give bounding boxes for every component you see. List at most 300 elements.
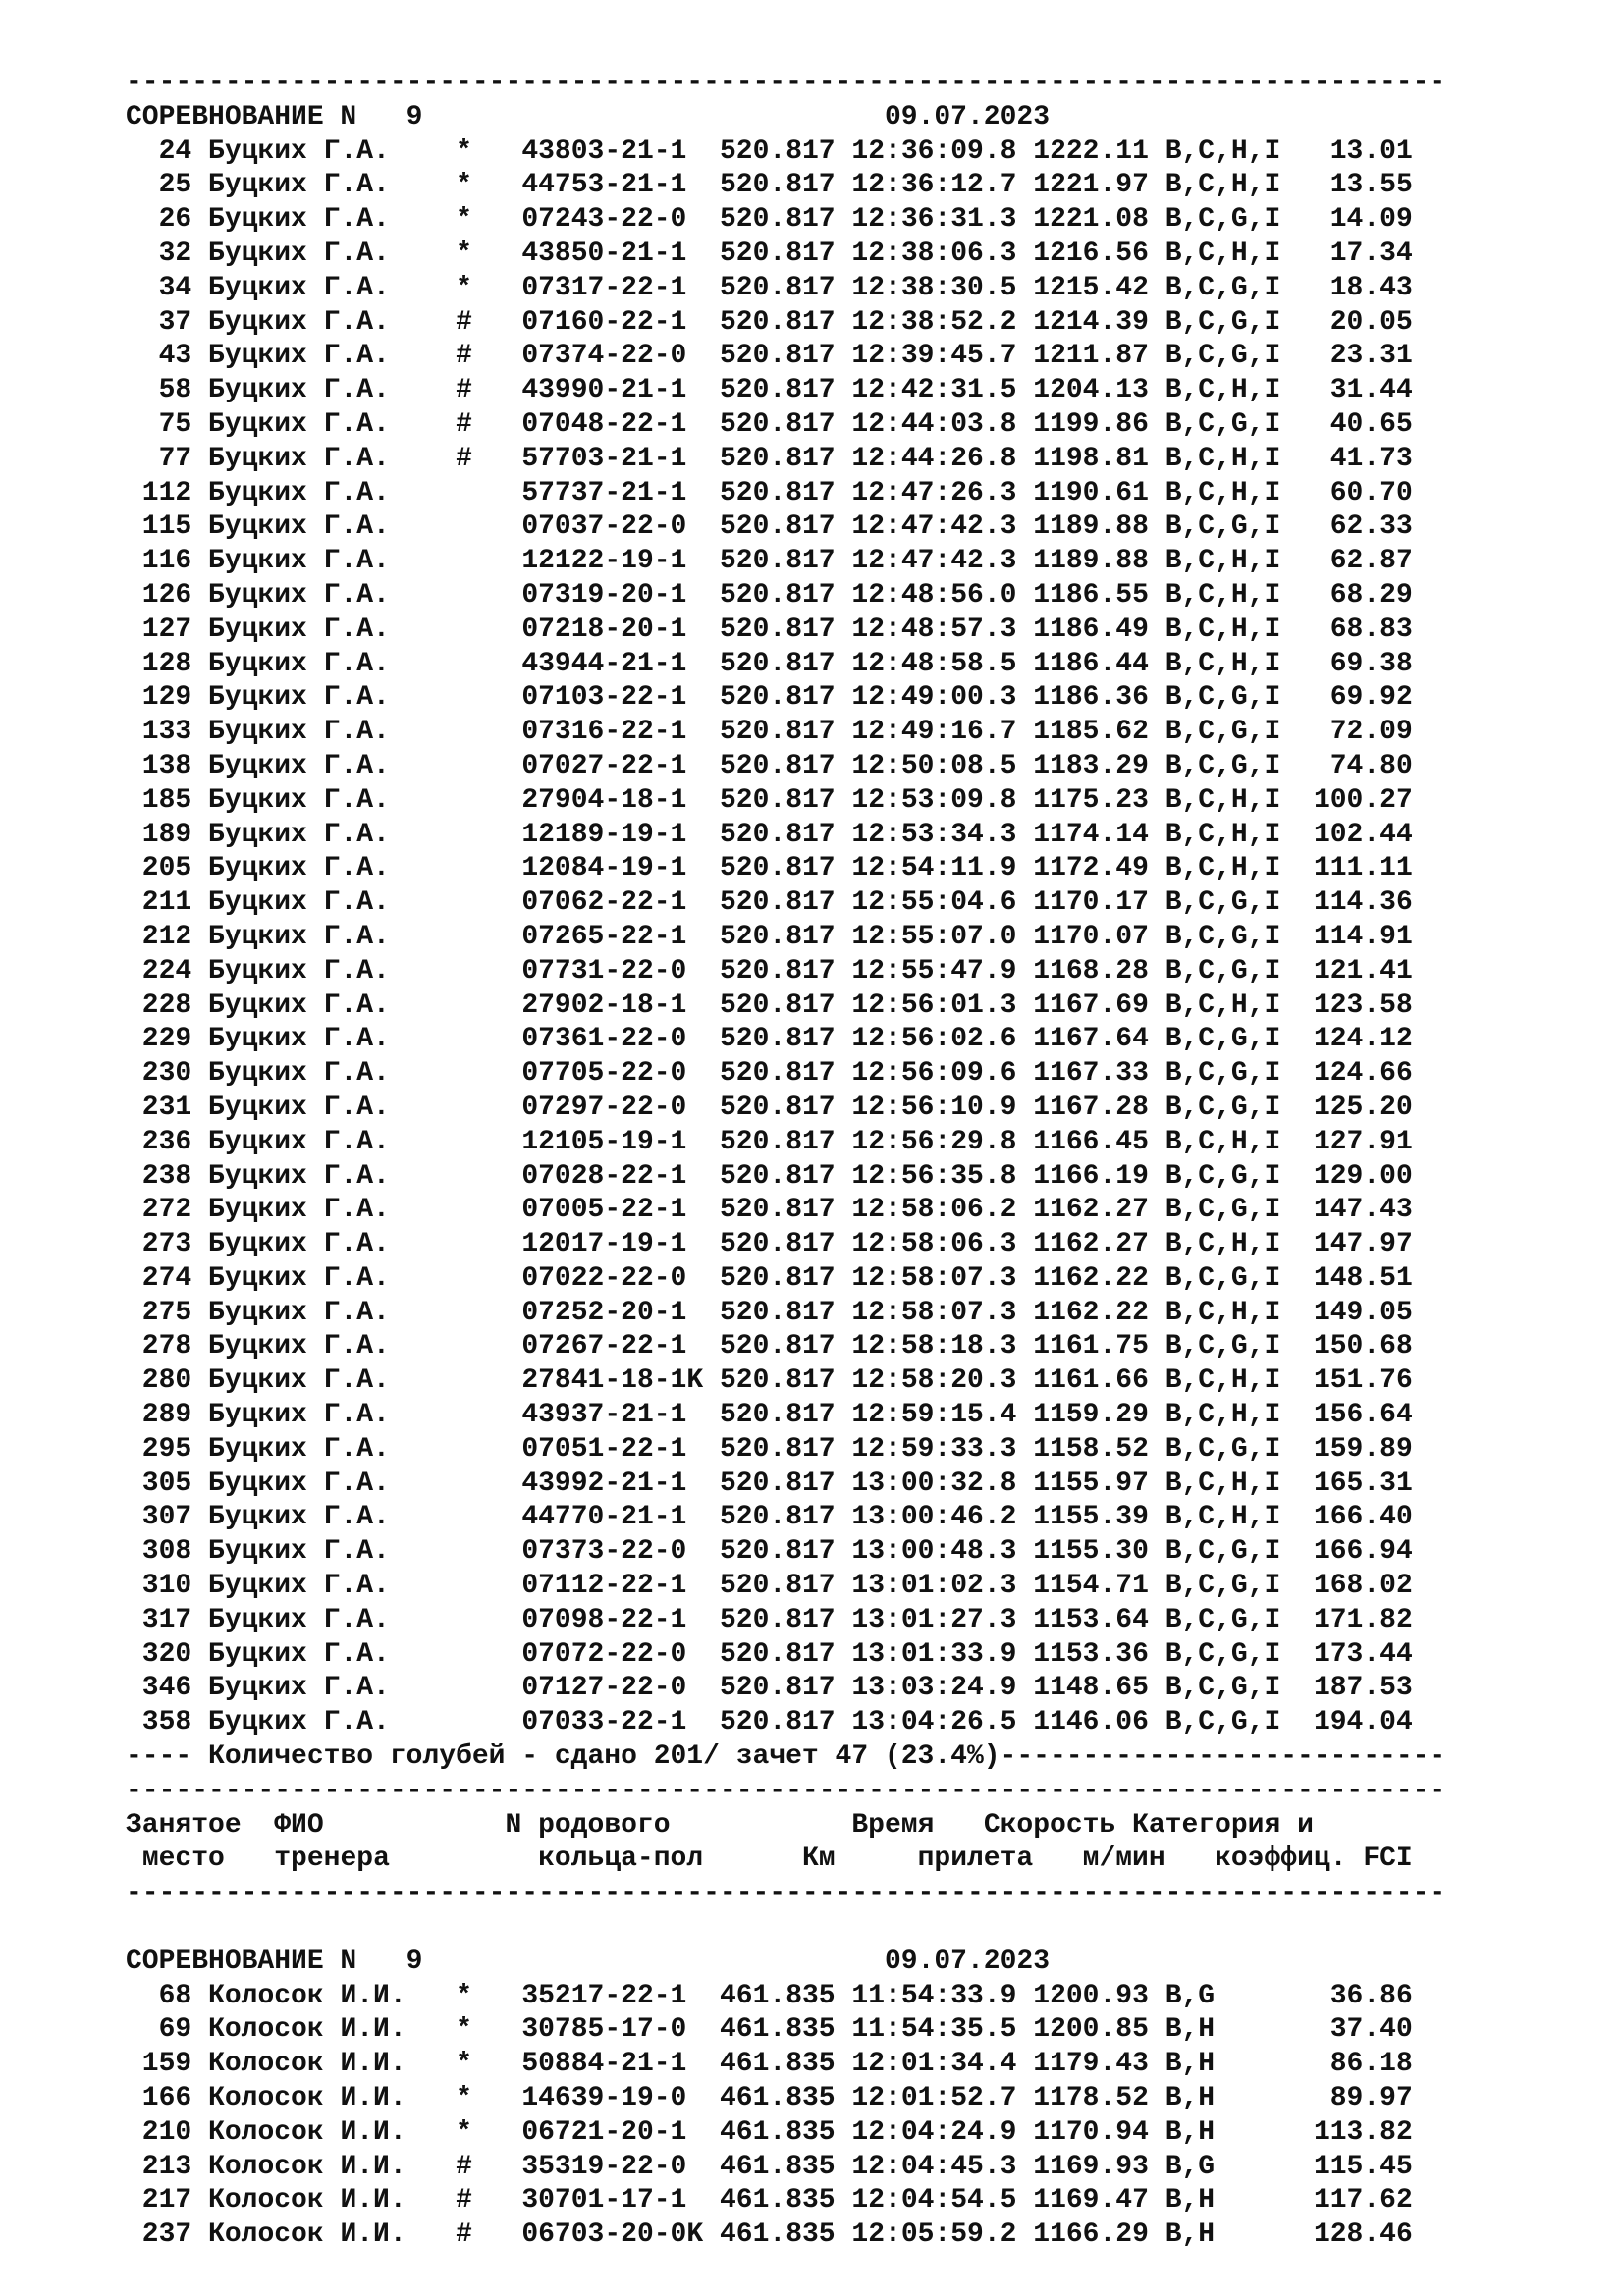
place: 127 (126, 614, 192, 645)
coefficient: 147.43 (1297, 1195, 1413, 1226)
result-row (126, 1980, 1445, 2014)
ring-number: 12017-19-1 (521, 1229, 704, 1260)
category: B,C,G,I (1164, 1058, 1281, 1090)
speed: 1221.97 (1033, 170, 1149, 201)
fancier-name: Буцких Г.А. (208, 989, 440, 1021)
result-row (126, 852, 1445, 886)
ring-number: 35319-22-0 (521, 2151, 704, 2182)
ring-number: 07316-22-1 (521, 717, 704, 748)
fancier-name: Буцких Г.А. (208, 272, 440, 303)
fancier-name: Буцких Г.А. (208, 614, 440, 645)
arrival-time: 12:53:09.8 (851, 784, 1017, 816)
result-row (126, 374, 1445, 408)
place: 159 (126, 2049, 192, 2080)
ring-number: 14639-19-0 (521, 2083, 704, 2114)
place: 26 (126, 204, 192, 236)
result-row (126, 2013, 1445, 2048)
speed: 1190.61 (1033, 477, 1149, 508)
speed: 1186.55 (1033, 579, 1149, 611)
category: B,C,H,I (1164, 546, 1281, 577)
fancier-name: Буцких Г.А. (208, 955, 440, 987)
distance-km: 520.817 (719, 1229, 836, 1260)
mark (456, 682, 472, 713)
category: B,C,H,I (1164, 1468, 1281, 1499)
speed: 1154.71 (1033, 1571, 1149, 1602)
fancier-name: Буцких Г.А. (208, 1058, 440, 1090)
distance-km: 461.835 (719, 2185, 836, 2216)
place: 133 (126, 717, 192, 748)
result-row (126, 2116, 1445, 2151)
category: B,C,H,I (1164, 1126, 1281, 1157)
arrival-time: 12:36:09.8 (851, 135, 1017, 167)
category: B,C,G,I (1164, 1262, 1281, 1294)
place: 205 (126, 853, 192, 884)
mark (456, 1093, 472, 1123)
coefficient: 102.44 (1297, 819, 1413, 850)
distance-km: 520.817 (719, 477, 836, 508)
place: 211 (126, 887, 192, 919)
arrival-time: 12:56:29.8 (851, 1126, 1017, 1157)
speed: 1155.97 (1033, 1468, 1149, 1499)
category: B,C,H,I (1164, 443, 1281, 474)
result-row (126, 545, 1445, 579)
place: 238 (126, 1160, 192, 1192)
column-header-line-2 (126, 1842, 1445, 1877)
category: B,C,G,I (1164, 1707, 1281, 1738)
coefficient: 115.45 (1297, 2151, 1413, 2182)
mark (456, 1024, 472, 1054)
distance-km: 520.817 (719, 204, 836, 236)
arrival-time: 13:00:46.2 (851, 1502, 1017, 1533)
ring-number: 07317-22-1 (521, 272, 704, 303)
speed: 1186.44 (1033, 648, 1149, 679)
ring-number: 07103-22-1 (521, 682, 704, 714)
fancier-name: Буцких Г.А. (208, 921, 440, 952)
arrival-time: 12:56:02.6 (851, 1024, 1017, 1055)
ring-number: 07160-22-1 (521, 306, 704, 338)
distance-km: 520.817 (719, 717, 836, 748)
place: 213 (126, 2151, 192, 2182)
arrival-time: 13:03:24.9 (851, 1673, 1017, 1704)
distance-km: 520.817 (719, 408, 836, 440)
distance-km: 461.835 (719, 2219, 836, 2251)
mark (456, 546, 472, 576)
distance-km: 520.817 (719, 272, 836, 303)
ring-number: 07112-22-1 (521, 1571, 704, 1602)
place: 34 (126, 272, 192, 303)
place: 295 (126, 1433, 192, 1465)
mark (456, 1536, 472, 1567)
distance-km: 461.835 (719, 2083, 836, 2114)
speed: 1216.56 (1033, 238, 1149, 269)
distance-km: 520.817 (719, 648, 836, 679)
arrival-time: 13:00:48.3 (851, 1536, 1017, 1568)
result-row (126, 477, 1445, 511)
category: B,C,G,I (1164, 921, 1281, 952)
mark: # (456, 341, 472, 372)
fancier-name: Буцких Г.А. (208, 1365, 440, 1397)
coefficient: 23.31 (1297, 341, 1413, 372)
coefficient: 40.65 (1297, 408, 1413, 440)
distance-km: 461.835 (719, 2151, 836, 2182)
fancier-name: Буцких Г.А. (208, 1400, 440, 1431)
result-row (126, 1057, 1445, 1092)
ring-number: 07252-20-1 (521, 1297, 704, 1328)
result-row (126, 1262, 1445, 1297)
arrival-time: 12:44:03.8 (851, 408, 1017, 440)
rule-text: -------------------------------------------------------------------------------- (126, 1775, 1446, 1806)
blank-line (126, 1911, 1445, 1946)
mark: * (456, 2049, 472, 2080)
result-row (126, 1297, 1445, 1331)
result-row (126, 1468, 1445, 1502)
ring-number: 07297-22-0 (521, 1092, 704, 1123)
mark (456, 1195, 472, 1225)
competition-header (126, 101, 1445, 135)
fancier-name: Буцких Г.А. (208, 341, 440, 372)
category: B,C,G,I (1164, 1604, 1281, 1635)
mark (456, 511, 472, 542)
fancier-name: Колосок И.И. (208, 2014, 440, 2046)
category: B,C,G,I (1164, 1024, 1281, 1055)
category: B,C,G,I (1164, 717, 1281, 748)
mark (456, 1229, 472, 1259)
result-row (126, 1706, 1445, 1740)
speed: 1148.65 (1033, 1673, 1149, 1704)
mark (456, 1331, 472, 1362)
coefficient: 113.82 (1297, 2116, 1413, 2148)
coefficient: 41.73 (1297, 443, 1413, 474)
coefficient: 166.94 (1297, 1536, 1413, 1568)
ring-number: 07027-22-1 (521, 750, 704, 781)
arrival-time: 12:59:33.3 (851, 1433, 1017, 1465)
competition-date: 09.07.2023 (884, 1946, 1050, 1977)
fancier-name: Колосок И.И. (208, 2151, 440, 2182)
distance-km: 461.835 (719, 1980, 836, 2011)
distance-km: 520.817 (719, 1536, 836, 1568)
category: B,H (1164, 2049, 1281, 2080)
result-row (126, 2151, 1445, 2185)
place: 272 (126, 1195, 192, 1226)
arrival-time: 12:56:10.9 (851, 1092, 1017, 1123)
ring-number: 06721-20-1 (521, 2116, 704, 2148)
speed: 1153.64 (1033, 1604, 1149, 1635)
fancier-name: Буцких Г.А. (208, 1536, 440, 1568)
fancier-name: Буцких Г.А. (208, 1331, 440, 1362)
coefficient: 69.38 (1297, 648, 1413, 679)
category: B,C,G,I (1164, 272, 1281, 303)
fancier-name: Колосок И.И. (208, 2116, 440, 2148)
category: B,C,H,I (1164, 1297, 1281, 1328)
place: 230 (126, 1058, 192, 1090)
result-row (126, 989, 1445, 1024)
ring-number: 27904-18-1 (521, 784, 704, 816)
col-speed: Скорость (983, 1809, 1116, 1841)
arrival-time: 12:47:26.3 (851, 477, 1017, 508)
fancier-name: Буцких Г.А. (208, 511, 440, 543)
result-row (126, 169, 1445, 203)
distance-km: 520.817 (719, 1058, 836, 1090)
category: B,C,G,I (1164, 1195, 1281, 1226)
distance-km: 520.817 (719, 1195, 836, 1226)
fancier-name: Буцких Г.А. (208, 170, 440, 201)
speed: 1155.30 (1033, 1536, 1149, 1568)
category: B,C,H,I (1164, 853, 1281, 884)
mark (456, 1161, 472, 1192)
category: B,H (1164, 2014, 1281, 2046)
ring-number: 12105-19-1 (521, 1126, 704, 1157)
speed: 1189.88 (1033, 511, 1149, 543)
distance-km: 520.817 (719, 819, 836, 850)
category: B,H (1164, 2116, 1281, 2148)
col-speed-2: м/мин (1082, 1843, 1165, 1875)
fancier-name: Буцких Г.А. (208, 648, 440, 679)
distance-km: 520.817 (719, 921, 836, 952)
coefficient: 20.05 (1297, 306, 1413, 338)
fancier-name: Буцких Г.А. (208, 1604, 440, 1635)
speed: 1185.62 (1033, 717, 1149, 748)
ring-number: 43803-21-1 (521, 135, 704, 167)
mark (456, 1707, 472, 1737)
coefficient: 89.97 (1297, 2083, 1413, 2114)
fancier-name: Буцких Г.А. (208, 1297, 440, 1328)
distance-km: 520.817 (719, 341, 836, 372)
place: 346 (126, 1673, 192, 1704)
coefficient: 72.09 (1297, 717, 1413, 748)
ring-number: 07098-22-1 (521, 1604, 704, 1635)
coefficient: 129.00 (1297, 1160, 1413, 1192)
competition-label: СОРЕВНОВАНИЕ N (126, 101, 357, 133)
place: 126 (126, 579, 192, 611)
place: 32 (126, 238, 192, 269)
fancier-name: Буцких Г.А. (208, 477, 440, 508)
result-row (126, 1330, 1445, 1364)
result-row (126, 1535, 1445, 1570)
fancier-name: Буцких Г.А. (208, 1433, 440, 1465)
coefficient: 37.40 (1297, 2014, 1413, 2046)
speed: 1174.14 (1033, 819, 1149, 850)
arrival-time: 12:38:52.2 (851, 306, 1017, 338)
coefficient: 62.87 (1297, 546, 1413, 577)
coefficient: 166.40 (1297, 1502, 1413, 1533)
speed: 1179.43 (1033, 2049, 1149, 2080)
place: 358 (126, 1707, 192, 1738)
mark (456, 1058, 472, 1089)
fancier-name: Буцких Г.А. (208, 204, 440, 236)
arrival-time: 12:58:07.3 (851, 1297, 1017, 1328)
mark (456, 1605, 472, 1635)
coefficient: 68.83 (1297, 614, 1413, 645)
result-row (126, 238, 1445, 272)
arrival-time: 12:44:26.8 (851, 443, 1017, 474)
ring-number: 50884-21-1 (521, 2049, 704, 2080)
ring-number: 07731-22-0 (521, 955, 704, 987)
fancier-name: Буцких Г.А. (208, 717, 440, 748)
rule-text: -------------------------------------------------------------------------------- (126, 68, 1446, 98)
category: B,G (1164, 1980, 1281, 2011)
arrival-time: 13:01:27.3 (851, 1604, 1017, 1635)
category: B,C,H,I (1164, 1365, 1281, 1397)
coefficient: 194.04 (1297, 1707, 1413, 1738)
arrival-time: 12:48:56.0 (851, 579, 1017, 611)
place: 37 (126, 306, 192, 338)
ring-number: 07048-22-1 (521, 408, 704, 440)
fancier-name: Буцких Г.А. (208, 819, 440, 850)
category: B,C,H,I (1164, 477, 1281, 508)
place: 236 (126, 1126, 192, 1157)
place: 237 (126, 2219, 192, 2251)
arrival-time: 12:50:08.5 (851, 750, 1017, 781)
distance-km: 520.817 (719, 135, 836, 167)
coefficient: 124.66 (1297, 1058, 1413, 1090)
result-row (126, 955, 1445, 989)
distance-km: 520.817 (719, 989, 836, 1021)
speed: 1167.69 (1033, 989, 1149, 1021)
ring-number: 30785-17-0 (521, 2014, 704, 2046)
category: B,C,G,I (1164, 204, 1281, 236)
distance-km: 520.817 (719, 1331, 836, 1362)
fancier-name: Колосок И.И. (208, 2219, 440, 2251)
speed: 1221.08 (1033, 204, 1149, 236)
arrival-time: 12:58:06.2 (851, 1195, 1017, 1226)
col-category-2: коэффиц. (1215, 1843, 1347, 1875)
coefficient: 14.09 (1297, 204, 1413, 236)
distance-km: 520.817 (719, 1571, 836, 1602)
place: 305 (126, 1468, 192, 1499)
distance-km: 520.817 (719, 1502, 836, 1533)
mark (456, 1127, 472, 1157)
speed: 1161.66 (1033, 1365, 1149, 1397)
category: B,C,G,I (1164, 887, 1281, 919)
mark (456, 922, 472, 952)
coefficient: 111.11 (1297, 853, 1413, 884)
mark (456, 956, 472, 987)
coefficient: 69.92 (1297, 682, 1413, 714)
fancier-name: Колосок И.И. (208, 2049, 440, 2080)
speed: 1167.33 (1033, 1058, 1149, 1090)
result-row (126, 203, 1445, 238)
coefficient: 62.33 (1297, 511, 1413, 543)
distance-km: 520.817 (719, 784, 836, 816)
speed: 1162.27 (1033, 1195, 1149, 1226)
result-row (126, 1364, 1445, 1399)
ring-number: 07062-22-1 (521, 887, 704, 919)
arrival-time: 13:01:33.9 (851, 1638, 1017, 1670)
speed: 1222.11 (1033, 135, 1149, 167)
result-row (126, 648, 1445, 682)
arrival-time: 12:36:31.3 (851, 204, 1017, 236)
category: B,C,G,I (1164, 511, 1281, 543)
arrival-time: 12:55:07.0 (851, 921, 1017, 952)
arrival-time: 12:04:54.5 (851, 2185, 1017, 2216)
category: B,C,G,I (1164, 1673, 1281, 1704)
category: B,C,G,I (1164, 306, 1281, 338)
speed: 1166.19 (1033, 1160, 1149, 1192)
ring-number: 07374-22-0 (521, 341, 704, 372)
summary-line: ---- Количество голубей - сдано 201/ зачет 47 (23.4%)--------------------------- (126, 1741, 1446, 1773)
speed: 1178.52 (1033, 2083, 1149, 2114)
competition-number: 9 (406, 101, 423, 133)
category: B,C,H,I (1164, 614, 1281, 645)
category: B,C,H,I (1164, 375, 1281, 406)
ring-number: 07028-22-1 (521, 1160, 704, 1192)
ring-number: 07243-22-0 (521, 204, 704, 236)
fancier-name: Буцких Г.А. (208, 682, 440, 714)
ring-number: 35217-22-1 (521, 1980, 704, 2011)
place: 308 (126, 1536, 192, 1568)
col-name: ФИО (274, 1809, 324, 1841)
place: 310 (126, 1571, 192, 1602)
fancier-name: Колосок И.И. (208, 2185, 440, 2216)
ring-number: 43990-21-1 (521, 375, 704, 406)
speed: 1170.17 (1033, 887, 1149, 919)
speed: 1146.06 (1033, 1707, 1149, 1738)
speed: 1215.42 (1033, 272, 1149, 303)
result-row (126, 579, 1445, 614)
separator-rule (126, 1775, 1445, 1809)
mark: # (456, 408, 472, 440)
category: B,C,H,I (1164, 989, 1281, 1021)
mark: * (456, 170, 472, 201)
separator-rule (126, 67, 1445, 101)
category: B,C,H,I (1164, 1229, 1281, 1260)
speed: 1214.39 (1033, 306, 1149, 338)
ring-number: 07127-22-0 (521, 1673, 704, 1704)
category: B,C,G,I (1164, 1536, 1281, 1568)
mark: # (456, 2185, 472, 2216)
place: 68 (126, 1980, 192, 2011)
result-row (126, 784, 1445, 819)
distance-km: 520.817 (719, 170, 836, 201)
arrival-time: 12:01:34.4 (851, 2049, 1017, 2080)
category: B,C,G,I (1164, 1571, 1281, 1602)
result-row (126, 2184, 1445, 2218)
competition-label: СОРЕВНОВАНИЕ N (126, 1946, 357, 1977)
result-row (126, 408, 1445, 443)
arrival-time: 12:47:42.3 (851, 546, 1017, 577)
result-row (126, 272, 1445, 306)
speed: 1169.93 (1033, 2151, 1149, 2182)
distance-km: 520.817 (719, 1126, 836, 1157)
category: B,C,G,I (1164, 408, 1281, 440)
mark: # (456, 2219, 472, 2251)
fancier-name: Буцких Г.А. (208, 238, 440, 269)
ring-number: 07361-22-0 (521, 1024, 704, 1055)
arrival-time: 12:01:52.7 (851, 2083, 1017, 2114)
arrival-time: 12:48:58.5 (851, 648, 1017, 679)
fancier-name: Буцких Г.А. (208, 750, 440, 781)
coefficient: 60.70 (1297, 477, 1413, 508)
fancier-name: Буцких Г.А. (208, 784, 440, 816)
mark: # (456, 2151, 472, 2182)
distance-km: 520.817 (719, 375, 836, 406)
category: B,C,H,I (1164, 579, 1281, 611)
rule-text: -------------------------------------------------------------------------------- (126, 1878, 1446, 1909)
speed: 1162.22 (1033, 1262, 1149, 1294)
category: B,C,G,I (1164, 1160, 1281, 1192)
distance-km: 520.817 (719, 1365, 836, 1397)
coefficient: 159.89 (1297, 1433, 1413, 1465)
coefficient: 100.27 (1297, 784, 1413, 816)
mark (456, 1639, 472, 1670)
fancier-name: Буцких Г.А. (208, 1126, 440, 1157)
category: B,C,H,I (1164, 170, 1281, 201)
coefficient: 148.51 (1297, 1262, 1413, 1294)
result-row (126, 1023, 1445, 1057)
distance-km: 520.817 (719, 1604, 836, 1635)
category: B,C,H,I (1164, 1502, 1281, 1533)
col-category: Категория и (1132, 1809, 1314, 1841)
